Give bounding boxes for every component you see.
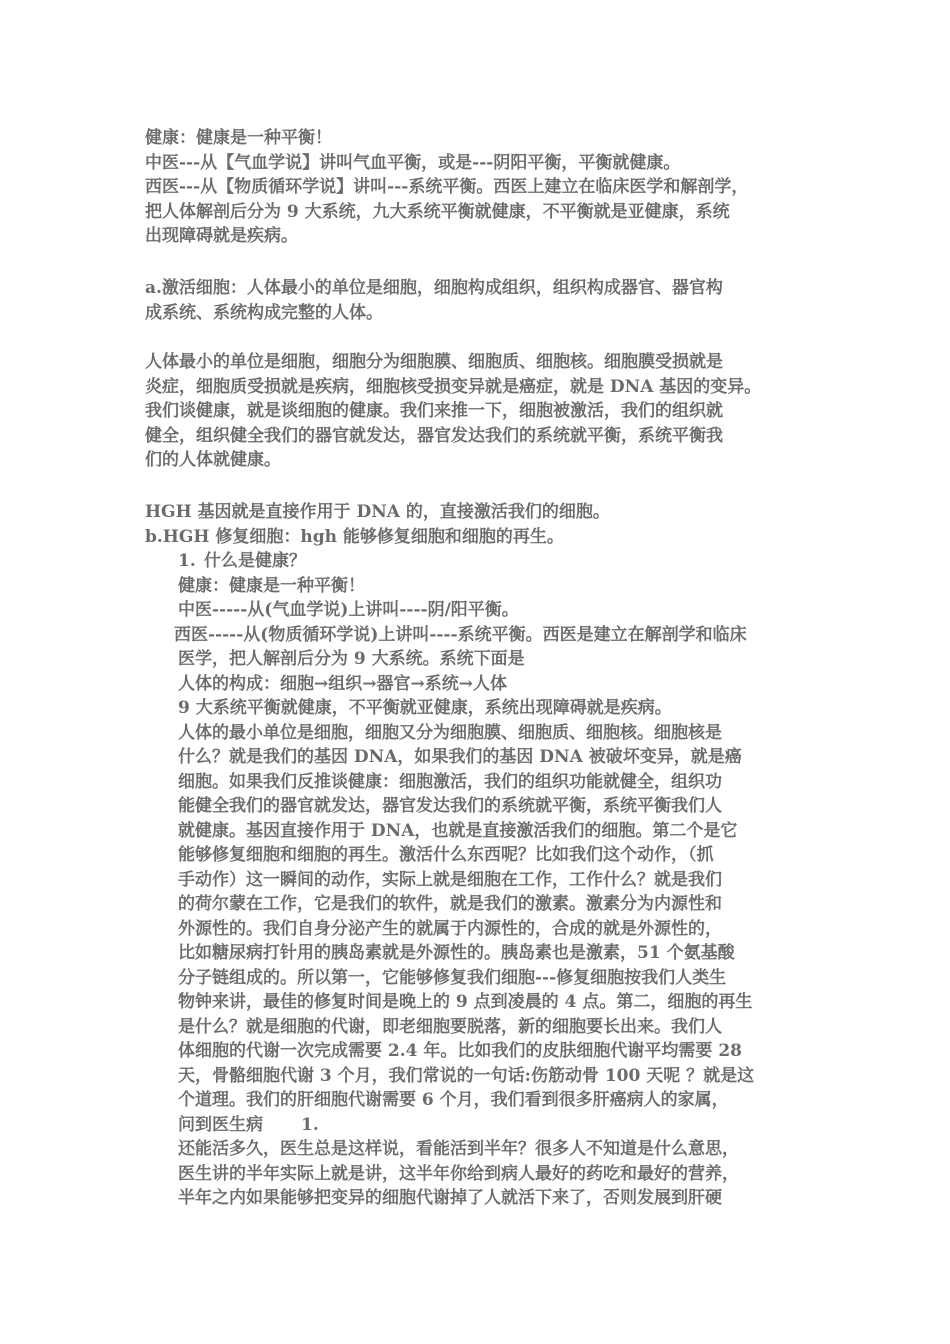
body-line: 能够修复细胞和细胞的再生。激活什么东西呢？比如我们这个动作，（抓 [178,845,714,865]
body-line: 天，骨骼细胞代谢 3 个月，我们常说的一句话:伤筋动骨 100 天呢 ？就是这 [178,1065,755,1086]
body-line: 物钟来讲，最佳的修复时间是晚上的 9 点到凌晨的 4 点。第二，细胞的再生 [178,992,753,1012]
cells-paragraph [145,350,825,473]
body-line: 比如糖尿病打针用的胰岛素就是外源性的。胰岛素也是激素，51 个氨基酸 [178,943,735,963]
cells-line: 人体最小的单位是细胞，细胞分为细胞膜、细胞质、细胞核。细胞膜受损就是 [145,352,723,372]
body-line: 是什么？就是细胞的代谢，即老细胞要脱落，新的细胞要长出来。我们人 [178,1016,722,1037]
tail-line: 医生讲的半年实际上就是讲，这半年你给到病人最好的药吃和最好的营养， [178,1163,739,1184]
list-number: 1. [178,551,196,571]
cells-line: 们的人体就健康。 [145,450,281,470]
body-line: 手动作）这一瞬间的动作，实际上就是细胞在工作，工作什么？就是我们 [178,869,722,890]
body-line: 外源性的。我们自身分泌产生的就属于内源性的，合成的就是外源性的， [178,918,722,939]
tail-line: 还能活多久，医生总是这样说，看能活到半年？很多人不知道是什么意思， [178,1139,739,1159]
body-line: 人体的最小单位是细胞，细胞又分为细胞膜、细胞质、细胞核。细胞核是 [178,722,722,743]
body-line: 就健康。基因直接作用于 DNA，也就是直接激活我们的细胞。第二个是它 [178,820,738,841]
body-line: 9 大系统平衡就健康，不平衡就亚健康，系统出现障碍就是疾病。 [178,698,672,718]
list-item-text: 什么是健康？ [204,551,306,571]
intro-line: 把人体解剖后分为 9 大系统，九大系统平衡就健康，不平衡就是亚健康，系统 [145,201,730,222]
intro-line: 出现障碍就是疾病。 [145,226,298,246]
section-a-paragraph [145,276,825,325]
section-a-line: 成系统、系统构成完整的人体。 [145,302,383,323]
body-line: 西医-----从(物质循环学说)上讲叫----系统平衡。西医是建立在解剖学和临床 [174,624,747,645]
body-line: 细胞。如果我们反推谈健康：细胞激活，我们的组织功能就健全，组织功 [178,771,722,792]
tail-line: 半年之内如果能够把变异的细胞代谢掉了人就活下来了，否则发展到肝硬 [178,1188,722,1208]
ask-line [178,1113,818,1138]
section-b-line: b.HGH 修复细胞：hgh 能够修复细胞和细胞的再生。 [145,526,564,547]
cells-line: 炎症，细胞质受损就是疾病，细胞核受损变异就是癌症，就是 DNA 基因的变异。 [145,376,762,397]
body-line: 人体的构成：细胞→组织→器官→系统→人体 [178,673,507,694]
cells-line: 健全，组织健全我们的器官就发达，器官发达我们的系统就平衡，系统平衡我 [145,425,723,446]
ask-line-text: 问到医生病 [178,1114,263,1135]
body-line: 健康：健康是一种平衡！ [178,575,365,596]
intro-line: 西医---从【物质循环学说】讲叫---系统平衡。西医上建立在临床医学和解剖学， [145,177,749,197]
intro-line: 中医---从【气血学说】讲叫气血平衡，或是---阴阳平衡，平衡就健康。 [145,152,681,173]
body-line: 能健全我们的器官就发达，器官发达我们的系统就平衡，系统平衡我们人 [178,796,722,816]
intro-line: 健康：健康是一种平衡！ [145,128,332,148]
hgh-line: HGH 基因就是直接作用于 DNA 的，直接激活我们的细胞。 [145,502,610,522]
ask-line-number: 1. [301,1114,319,1135]
body-line: 分子链组成的。所以第一，它能够修复我们细胞---修复细胞按我们人类生 [178,967,727,988]
intro-paragraph [145,126,825,249]
section-a-line: a.激活细胞：人体最小的单位是细胞，细胞构成组织，组织构成器官、器官构 [145,278,723,298]
body-line: 的荷尔蒙在工作，它是我们的软件，就是我们的激素。激素分为内源性和 [178,894,722,914]
body-line: 中医-----从(气血学说)上讲叫----阴/阳平衡。 [178,600,519,620]
cells-line: 我们谈健康，就是谈细胞的健康。我们来推一下，细胞被激活，我们的组织就 [145,401,723,421]
hgh-paragraph [145,500,825,549]
body-line: 个道理。我们的肝细胞代谢需要 6 个月，我们看到很多肝癌病人的家属， [178,1090,729,1110]
body-line: 医学，把人解剖后分为 9 大系统。系统下面是 [178,649,525,669]
list-item-1 [178,549,818,574]
numbered-section [174,549,818,1211]
body-line: 体细胞的代谢一次完成需要 2.4 年。比如我们的皮肤细胞代谢平均需要 28 [178,1041,742,1061]
body-line: 什么？就是我们的基因 DNA，如果我们的基因 DNA 被破坏变异，就是癌 [178,747,742,767]
